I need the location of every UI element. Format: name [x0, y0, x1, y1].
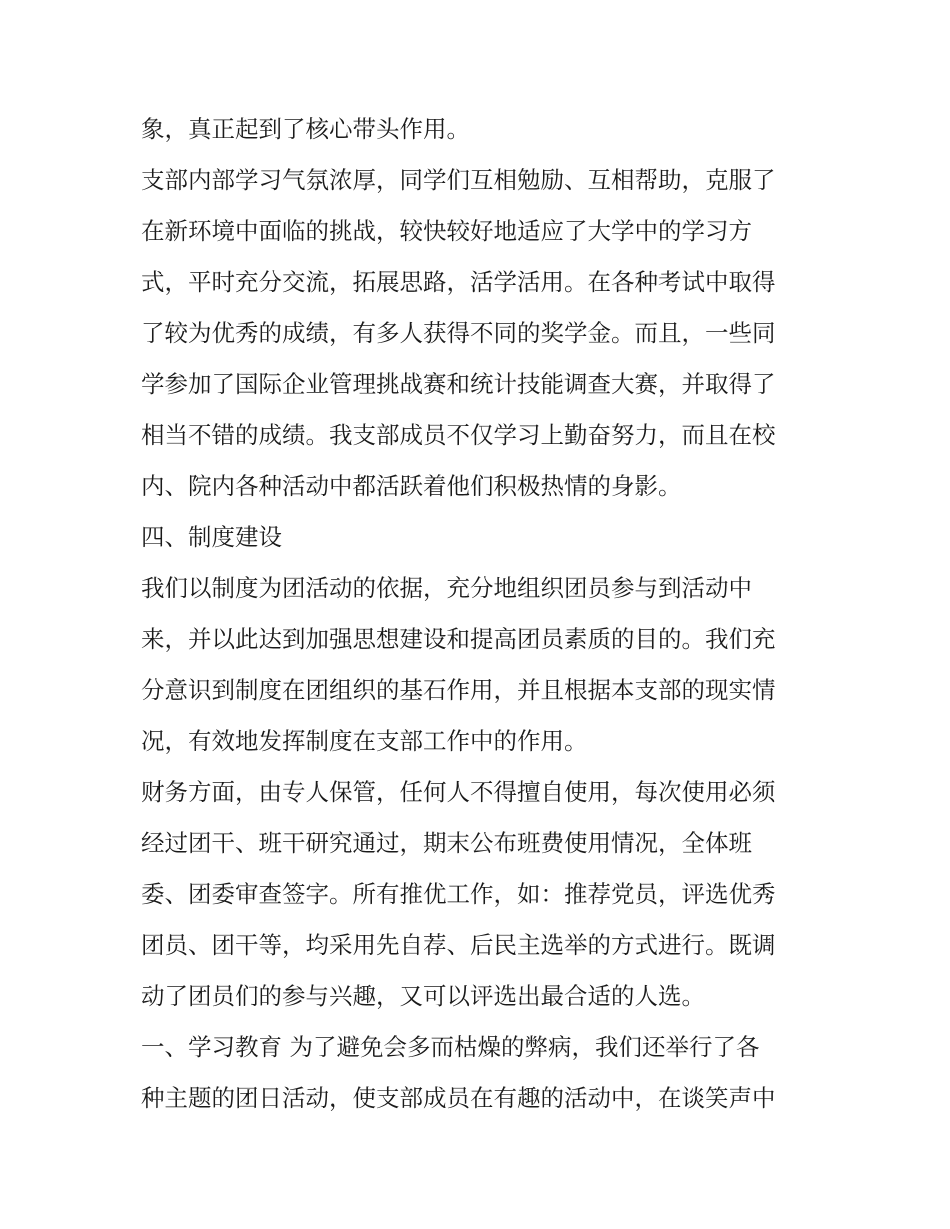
section-heading: 四、制度建设: [141, 523, 282, 551]
text-line: 来，并以此达到加强思想建设和提高团员素质的目的。我们充: [141, 625, 776, 653]
text-line: 况，有效地发挥制度在支部工作中的作用。: [141, 727, 588, 755]
text-line: 经过团干、班干研究通过，期末公布班费使用情况，全体班: [141, 829, 752, 857]
text-line: 团员、团干等，均采用先自荐、后民主选举的方式进行。既调: [141, 931, 776, 959]
text-line: 我们以制度为团活动的依据，充分地组织团员参与到活动中: [141, 574, 752, 602]
text-line: 式，平时充分交流，拓展思路，活学活用。在各种考试中取得: [141, 268, 776, 296]
text-line: 动了团员们的参与兴趣，又可以评选出最合适的人选。: [141, 982, 705, 1010]
text-line: 了较为优秀的成绩，有多人获得不同的奖学金。而且，一些同: [141, 319, 776, 347]
text-line: 种主题的团日活动，使支部成员在有趣的活动中，在谈笑声中: [141, 1084, 776, 1112]
text-line: 内、院内各种活动中都活跃着他们积极热情的身影。: [141, 472, 682, 500]
text-line: 委、团委审查签字。所有推优工作，如：推荐党员，评选优秀: [141, 880, 776, 908]
text-line: 支部内部学习气氛浓厚，同学们互相勉励、互相帮助，克服了: [141, 166, 776, 194]
text-line: 象，真正起到了核心带头作用。: [141, 115, 470, 143]
text-line: 一、学习教育 为了避免会多而枯燥的弊病，我们还举行了各: [141, 1033, 760, 1061]
text-line: 分意识到制度在团组织的基石作用，并且根据本支部的现实情: [141, 676, 776, 704]
text-line: 在新环境中面临的挑战，较快较好地适应了大学中的学习方: [141, 217, 752, 245]
document-body: [141, 104, 821, 1124]
text-line: 财务方面，由专人保管，任何人不得擅自使用，每次使用必须: [141, 778, 776, 806]
text-line: 相当不错的成绩。我支部成员不仅学习上勤奋努力，而且在校: [141, 421, 776, 449]
text-line: 学参加了国际企业管理挑战赛和统计技能调查大赛，并取得了: [141, 370, 776, 398]
